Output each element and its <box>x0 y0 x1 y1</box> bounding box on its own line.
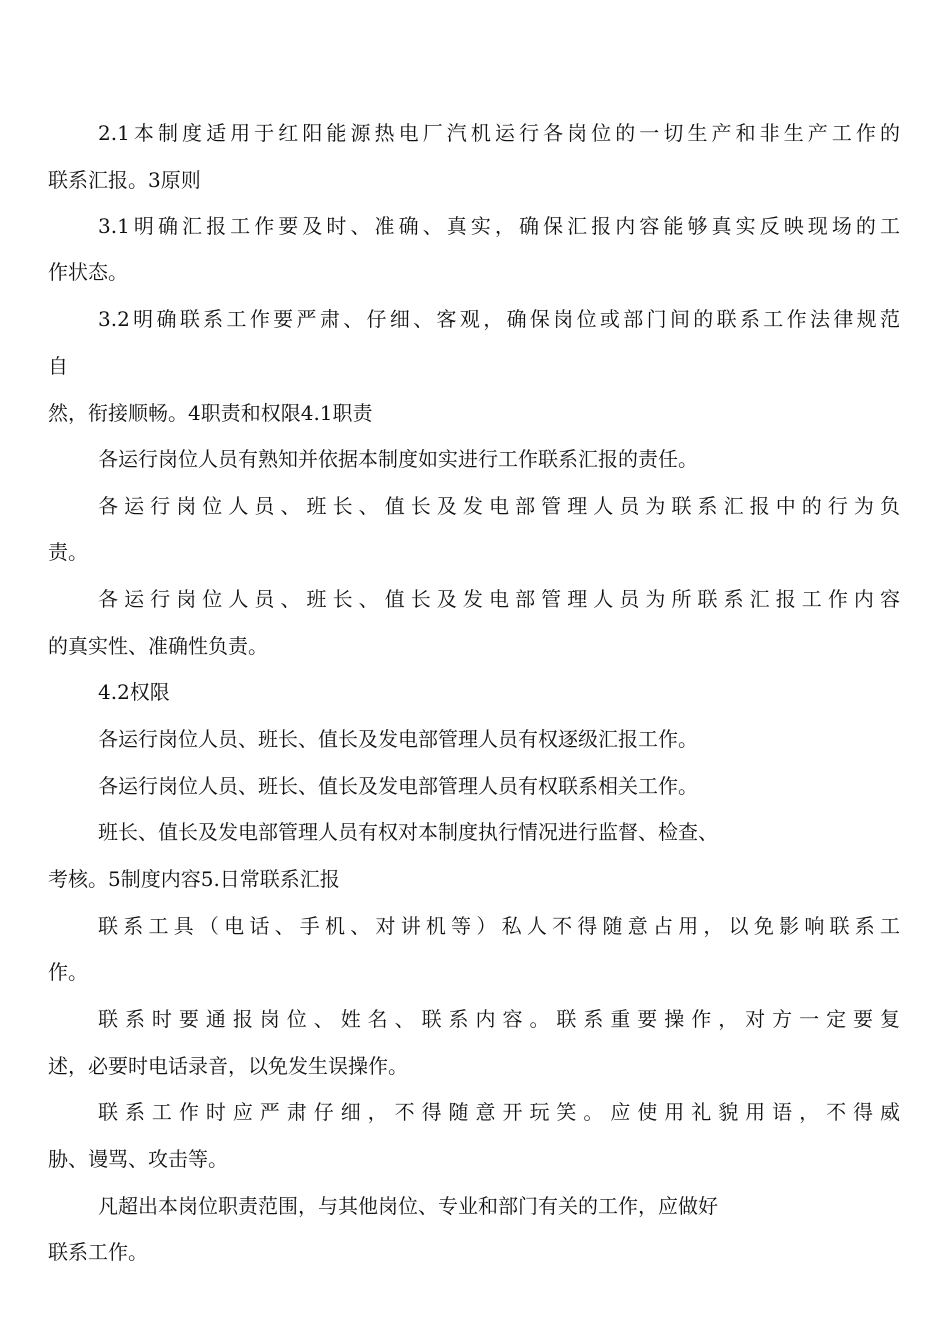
paragraph-line-15: 各运行岗位人员、班长、值长及发电部管理人员有权联系相关工作。 <box>98 774 698 798</box>
paragraph-line-18: 联系工具（电话、手机、对讲机等）私人不得随意占用，以免影响联系工 <box>98 914 900 938</box>
paragraph-line-10: 责。 <box>48 540 88 564</box>
paragraph-line-2: 联系汇报。3原则 <box>48 168 201 192</box>
paragraph-line-9: 各运行岗位人员、班长、值长及发电部管理人员为联系汇报中的行为负 <box>98 494 900 518</box>
paragraph-line-8: 各运行岗位人员有熟知并依据本制度如实进行工作联系汇报的责任。 <box>98 447 698 471</box>
paragraph-line-7: 然，衔接顺畅。4职责和权限4.1职责 <box>48 401 373 425</box>
paragraph-line-4: 作状态。 <box>48 260 128 284</box>
paragraph-line-19: 作。 <box>48 960 88 984</box>
paragraph-line-6: 自 <box>48 354 68 378</box>
paragraph-line-22: 联系工作时应严肃仔细，不得随意开玩笑。应使用礼貌用语，不得威 <box>98 1100 900 1124</box>
paragraph-line-5: 3.2明确联系工作要严肃、仔细、客观，确保岗位或部门间的联系工作法律规范 <box>98 307 900 331</box>
section-heading-4-2: 4.2权限 <box>98 680 170 704</box>
paragraph-line-16: 班长、值长及发电部管理人员有权对本制度执行情况进行监督、检查、 <box>98 820 718 844</box>
paragraph-line-17: 考核。5制度内容5.日常联系汇报 <box>48 867 340 891</box>
paragraph-line-14: 各运行岗位人员、班长、值长及发电部管理人员有权逐级汇报工作。 <box>98 727 698 751</box>
paragraph-line-11: 各运行岗位人员、班长、值长及发电部管理人员为所联系汇报工作内容 <box>98 587 900 611</box>
paragraph-line-25: 联系工作。 <box>48 1240 148 1264</box>
paragraph-line-1: 2.1本制度适用于红阳能源热电厂汽机运行各岗位的一切生产和非生产工作的 <box>98 121 900 145</box>
paragraph-line-20: 联系时要通报岗位、姓名、联系内容。联系重要操作，对方一定要复 <box>98 1007 900 1031</box>
paragraph-line-3: 3.1明确汇报工作要及时、准确、真实，确保汇报内容能够真实反映现场的工 <box>98 214 900 238</box>
paragraph-line-24: 凡超出本岗位职责范围，与其他岗位、专业和部门有关的工作，应做好 <box>98 1194 718 1218</box>
paragraph-line-21: 述，必要时电话录音，以免发生误操作。 <box>48 1054 408 1078</box>
paragraph-line-23: 胁、谩骂、攻击等。 <box>48 1147 228 1171</box>
paragraph-line-12: 的真实性、准确性负责。 <box>48 634 268 658</box>
